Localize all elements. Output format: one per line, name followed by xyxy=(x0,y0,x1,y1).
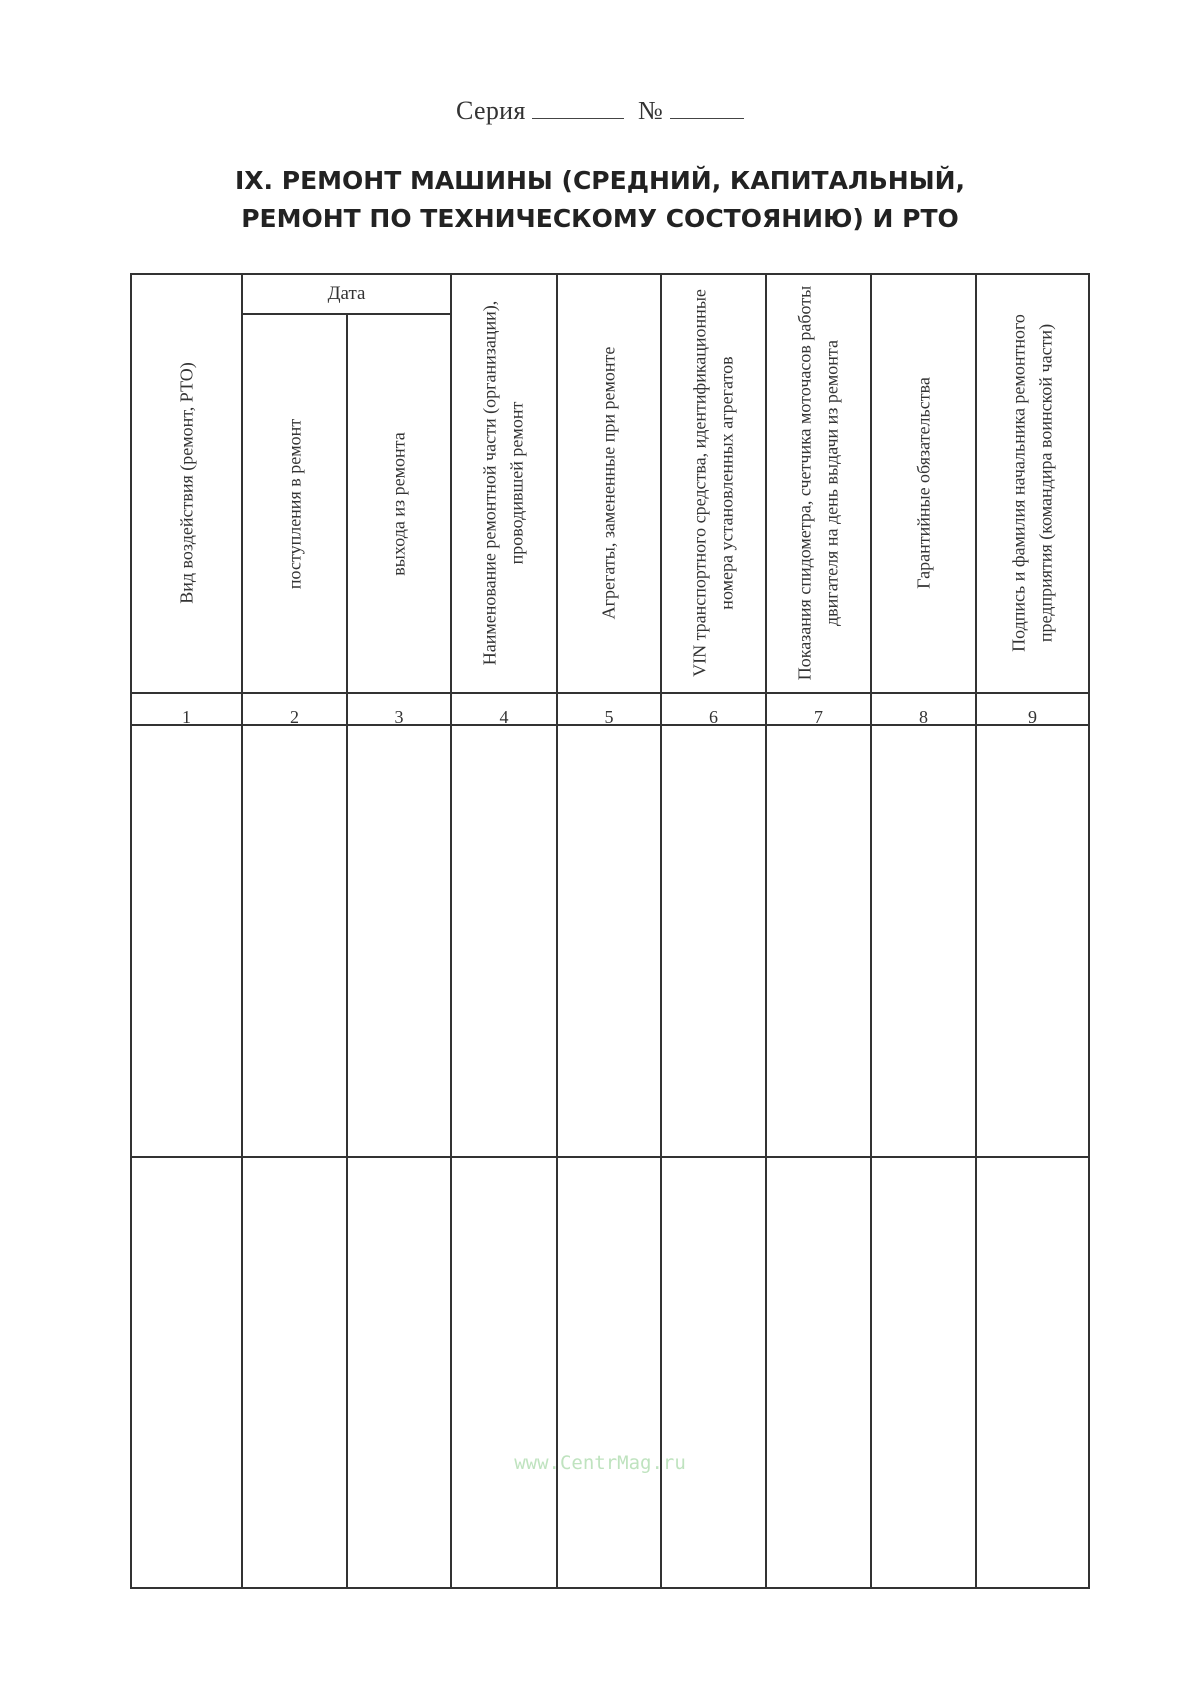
column-header-3: выхода из ремонта xyxy=(388,432,408,576)
column-number-7: 7 xyxy=(814,706,823,727)
column-number-4: 4 xyxy=(499,706,509,727)
table-row xyxy=(132,726,1088,1156)
column-header-9: Подпись и фамилия начальника ремонтного предприятия (командира воинской части) xyxy=(1008,314,1056,652)
column-number-3: 3 xyxy=(394,706,404,727)
column-number-8: 8 xyxy=(919,706,928,727)
column-header-6: VIN транспортного средства, идентификационные номера установленных агрегатов xyxy=(689,289,737,677)
column-header-7: Показания спидометра, счетчика моточасов работы двигателя на день выдачи из ремонта xyxy=(794,285,842,681)
column-number-2: 2 xyxy=(290,706,299,727)
date-group-header: Дата xyxy=(327,283,366,304)
header-bottom-line xyxy=(130,692,1090,694)
title-line-2: РЕМОНТ ПО ТЕХНИЧЕСКОМУ СОСТОЯНИЮ) И РТО xyxy=(241,204,959,233)
column-number-5: 5 xyxy=(604,706,614,727)
column-header-1: Вид воздействия (ремонт, РТО) xyxy=(176,362,196,604)
column-header-5: Агрегаты, замененные при ремонте xyxy=(598,346,618,620)
column-header-2: поступления в ремонт xyxy=(284,418,304,590)
watermark: www.CentrMag.ru xyxy=(514,1452,686,1474)
table-right-border xyxy=(1088,273,1090,1589)
column-number-6: 6 xyxy=(709,706,718,727)
column-header-8: Гарантийные обязательства xyxy=(913,377,933,589)
column-number-9: 9 xyxy=(1028,706,1037,727)
column-header-4: Наименование ремонтной части (организации), проводившей ремонт xyxy=(479,300,527,666)
title-line-1: IX. РЕМОНТ МАШИНЫ (СРЕДНИЙ, КАПИТАЛЬНЫЙ, xyxy=(234,166,966,195)
table-bottom-border xyxy=(130,1587,1090,1589)
table-row xyxy=(132,1158,1088,1587)
number-label: № xyxy=(638,96,664,125)
series-label: Серия xyxy=(456,96,526,125)
column-number-1: 1 xyxy=(182,706,191,727)
